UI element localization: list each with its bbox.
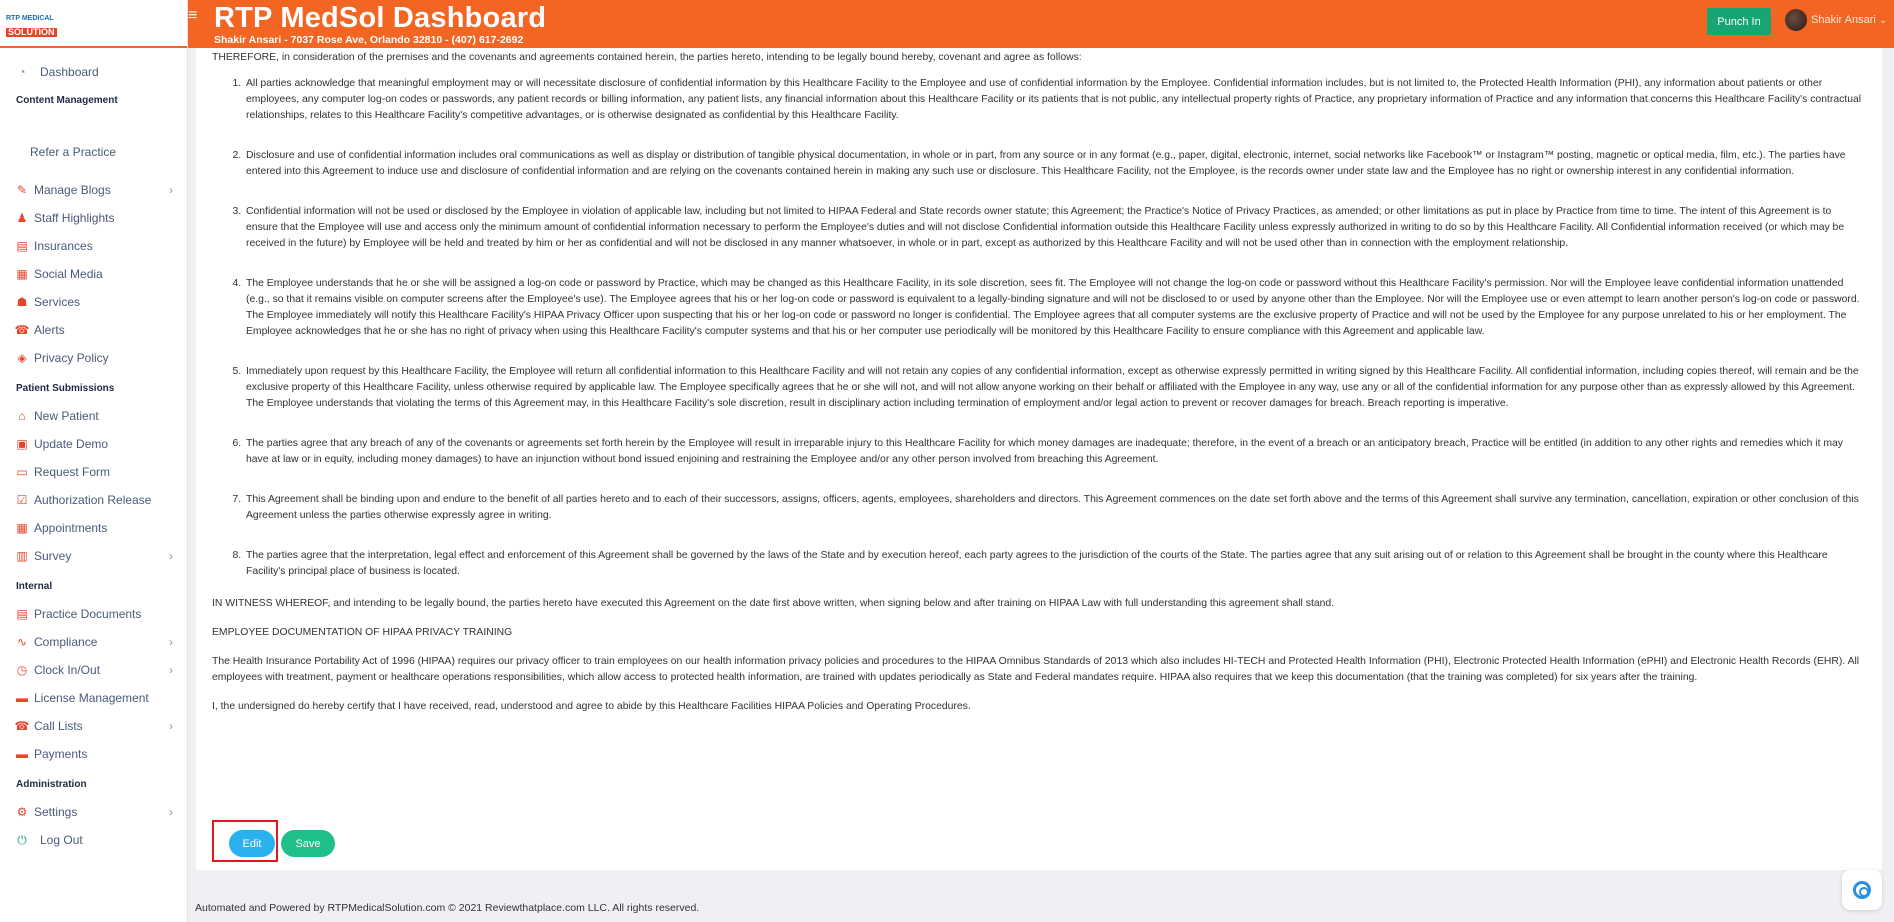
footer-text: Automated and Powered by RTPMedicalSolution.com © 2021 Reviewthatplace.com LLC. All rights reserved. [195,902,700,914]
agreement-clause: 4. The Employee understands that he or she will be assigned a log-on code or password by Practice, which may be changed as this Healthcare Facility, in its sole discretion, sees fit. The Employee will not change the log-on code or password without this Healthcare Facility's permission. Nor will the Employee leave confidential information unattended (e.g., so that it remains visible on computer screens after the Employee's use). The Employee agrees that his or her log-on code or password is equivalent to a legally-binding signature and will not be disclosed to or used by anyone other than the Employee. Nor will the Employee use or even attempt to learn another person's log-on code or password. The Employee immediately will notify this Healthcare Facility's HIPAA Privacy Officer upon suspecting that his or her log-on code or password no longer is confidential. The Employee agrees that all computer systems are the exclusive property of Practice and will not be used by the Employee for any purpose unrelated to his or her employment. The Employee acknowledges that he or she has no right of privacy when using this Healthcare Facility's computer systems and that his or her computer use periodically will be monitored by this Healthcare Facility to ensure compliance with this Agreement and applicable law. [244,276,1862,340]
sidebar-item-label: Social Media [34,267,103,281]
sidebar-item-label: Request Form [34,465,111,479]
internal-group [0,600,187,768]
clock-icon: ◷ [16,663,28,677]
sidebar-item-label: New Patient [34,409,99,423]
sidebar-item-call-lists[interactable] [0,712,187,740]
license-icon: ▬ [16,691,28,705]
main-content [196,48,1882,870]
agreement-clause: 2. Disclosure and use of confidential information includes oral communications as well as display or distribution of tangible physical documentation, in whole or in part, from any source or in any format (e.g., paper, digital, electronic, internet, social networks like Facebook™ or Instagram™ posting, magnetic or optical media, film, etc.). The parties have entered into this Agreement to induce use and disclosure of confidential information and are relying on the covenants contained herein in making any such use or disclosure. This Healthcare Facility, not the Employee, is the records owner under state law and the Employee has no right or ownership interest in any confidential information. [244,148,1862,180]
sidebar-item-new-patient[interactable] [0,402,187,430]
sidebar-item-survey[interactable] [0,542,187,570]
shield-icon: ◈ [17,351,27,365]
logo-area[interactable] [0,0,187,48]
sidebar-item-services[interactable] [0,288,187,316]
blog-icon: ✎ [16,183,28,197]
sidebar-item-label: Staff Highlights [34,211,115,225]
sidebar-item-settings[interactable] [0,798,187,826]
app-title: RTP MedSol Dashboard [214,2,547,34]
logo-line2: SOLUTION [8,27,55,37]
sidebar-item-manage-blogs[interactable] [0,176,187,204]
sidebar-item-label: Survey [34,549,72,563]
sidebar-item-appointments[interactable] [0,514,187,542]
menu-toggle-icon[interactable]: ≡ [188,7,198,24]
sidebar-item-privacy-policy[interactable] [0,344,187,372]
help-button[interactable] [1842,870,1882,910]
company-logo [6,15,64,37]
sidebar-item-label: Authorization Release [34,493,152,507]
home-icon: ⌂ [18,409,26,423]
agreement-clause: 3. Confidential information will not be used or disclosed by the Employee in violation of applicable law, including but not limited to HIPAA Federal and State records owner statute; this Agreement; the Practice's Notice of Privacy Practices, as amended; or other limitations as put in place by Practice from time to time. The intent of this Agreement is to ensure that the Employee will use and access only the minimum amount of confidential information necessary to perform the Employee's duties and will not disclose Confidential information outside this Healthcare Facility unless expressly authorized in writing to do so by this Healthcare Facility. All Confidential information received (or which may be received in the future) by Employee will be held and treated by him or her as confidential and will not be disclosed in any manner whatsoever, in whole or in part, except as authorized by this Healthcare Facility and will not be used other than in connection with the employment relationship. [244,204,1862,252]
poll-icon: ▥ [16,549,28,563]
sidebar-item-authorization-release[interactable] [0,486,187,514]
sidebar [0,0,188,922]
edit-button[interactable]: Edit [229,830,275,857]
punch-in-button[interactable]: Punch In [1707,8,1771,35]
content-management-group [0,176,187,372]
chevron-right-icon: › [169,805,173,819]
avatar [1785,9,1807,31]
administration-group [0,798,187,854]
signature-icon: ∿ [16,635,28,649]
sidebar-item-label: Services [34,295,81,309]
chevron-right-icon: › [169,183,173,197]
sidebar-item-label: Refer a Practice [30,145,117,159]
user-name: Shakir Ansari [1811,14,1876,26]
agreement-clause: 1. All parties acknowledge that meaningful employment may or will necessitate disclosure of confidential information by this Healthcare Facility to the Employee and use of confidential information by the Employee. Confidential information includes, but is not limited to, the Protected Health Information (PHI), any information about patients or other employees, any computer log-on codes or passwords, any patient records or billing information, any patient lists, any financial information about this Healthcare Facility or its patients that is not public, any intellectual property rights of Practice, any proprietary information of Practice and any information that concerns this Healthcare Facility's contractual relationships, relates to this Healthcare Facility's competitive advantages, or is otherwise designated as confidential by this Healthcare Facility. [244,76,1862,124]
chevron-right-icon: › [169,549,173,563]
calendar-icon: ▦ [16,521,28,535]
sidebar-item-practice-documents[interactable] [0,600,187,628]
gauge-icon: ◔ [18,65,26,79]
sidebar-item-label: License Management [34,691,149,705]
agreement-clause: 5. Immediately upon request by this Healthcare Facility, the Employee will return all confidential information to this Healthcare Facility and will not retain any copies of any confidential information, except as otherwise expressly permitted in writing signed by this Healthcare Facility. All confidential information, including copies thereof, will remain and be the exclusive property of this Healthcare Facility, unless otherwise required by applicable law. The Employee specifically agrees that he or she will not, and will not allow anyone working on their behalf or affiliated with the Employee in any way, use any or all of the confidential information for any purpose other than as expressly allowed by this Agreement. The Employee understands that violating the terms of this Agreement may, in this Healthcare Facility's sole discretion, result in disciplinary action including termination of employment and/or legal action to prevent or recover damages for breach. Breach reporting is imperative. [244,364,1862,412]
sidebar-item-staff-highlights[interactable] [0,204,187,232]
user-menu[interactable] [1785,9,1887,31]
sidebar-item-label: Clock In/Out [34,663,101,677]
sidebar-item-label: Alerts [34,323,65,337]
chevron-down-icon: ⌄ [1878,14,1888,26]
chevron-right-icon: › [169,663,173,677]
sidebar-item-label: Privacy Policy [34,351,109,365]
money-icon: ▬ [16,747,28,761]
sidebar-item-dashboard[interactable] [0,58,187,86]
id-card-icon: ▣ [16,437,28,451]
clipboard-check-icon: ☑ [16,493,28,507]
phone-icon: ☎ [14,719,30,733]
sidebar-item-label: Appointments [34,521,108,535]
sidebar-item-license-management[interactable] [0,684,187,712]
logo-line1: RTP MEDICAL [6,15,54,22]
agreement-document [212,50,1862,715]
sidebar-item-clock-in-out[interactable] [0,656,187,684]
sidebar-item-label: Call Lists [34,719,83,733]
sidebar-item-payments[interactable] [0,740,187,768]
sidebar-item-update-demo[interactable] [0,430,187,458]
chevron-right-icon: › [169,719,173,733]
agreement-clauses [212,76,1862,580]
sidebar-item-compliance[interactable] [0,628,187,656]
power-icon: ⏻ [17,832,27,847]
clipboard-icon: ▤ [16,607,28,621]
sidebar-item-label: Log Out [40,833,83,847]
sidebar-nav [0,48,187,854]
phone-icon: ☎ [14,323,30,337]
sidebar-item-label: Compliance [34,635,98,649]
sidebar-item-label: Settings [34,805,78,819]
file-icon: ▭ [16,465,28,479]
agreement-clause: 7. This Agreement shall be binding upon and endure to the benefit of all parties hereto and to each of their successors, assigns, officers, agents, employees, shareholders and directors. This Agreement commences on the date set forth above and the terms of this Agreement shall survive any termination, cancellation, expiration or other conclusion of this Agreement unless the parties otherwise expressly agree in writing. [244,492,1862,524]
staff-icon: ♟ [16,211,28,225]
cogs-icon: ⚙ [16,805,28,819]
sidebar-item-label: Insurances [34,239,93,253]
sidebar-item-label: Manage Blogs [34,183,111,197]
witness-paragraph: IN WITNESS WHEREOF, and intending to be legally bound, the parties hereto have executed this Agreement on the date first above written, when signing below and after training on HIPAA Law with full understanding this agreement shall stand. [212,598,1335,609]
section-administration: Administration [16,778,87,790]
training-text: The Health Insurance Portability Act of 1996 (HIPAA) requires our privacy officer to train employees on our health information privacy policies and procedures to the HIPAA Omnibus Standards of 2013 which also includes HI-TECH and Protected Health Information (PHI), Electronic Protected Health Information (ePHI) and Electronic Health Records (EHR). All employees with treatment, payment or healthcare operations responsibilities, which allow access to protected health information, are trained with updates periodically as State and Federal mandates require. HIPAA also requires that we keep this documentation (that the training was completed) for six years after the training. [212,656,1860,683]
sidebar-item-label: Practice Documents [34,607,142,621]
section-internal: Internal [16,580,53,592]
lifebuoy-icon [1853,881,1871,899]
top-header [188,0,1894,48]
training-heading: EMPLOYEE DOCUMENTATION OF HIPAA PRIVACY TRAINING [212,627,513,638]
save-button[interactable]: Save [281,830,335,857]
sidebar-item-alerts[interactable] [0,316,187,344]
insurance-icon: ▤ [16,239,28,253]
sidebar-item-label: Dashboard [40,65,99,79]
sidebar-item-social-media[interactable] [0,260,187,288]
agreement-clause: 8. The parties agree that the interpretation, legal effect and enforcement of this Agreement shall be governed by the laws of the State and by execution hereof, each party agrees to the jurisdiction of the courts of the State. The parties agree that any suit arising out of or relation to this Agreement shall be brought in the county where this Healthcare Facility's principal place of business is located. [244,548,1862,580]
sidebar-item-label: Update Demo [34,437,109,451]
patient-submissions-group [0,402,187,570]
app-subtitle: Shakir Ansari - 7037 Rose Ave, Orlando 32810 - (407) 617-2692 [214,34,524,46]
sidebar-item-insurances[interactable] [0,232,187,260]
sidebar-item-log-out[interactable] [0,826,187,854]
services-icon: ☗ [16,295,28,309]
chevron-right-icon: › [169,635,173,649]
sidebar-item-refer-practice[interactable] [0,138,187,166]
social-media-icon: ▦ [16,267,28,281]
certify-text: I, the undersigned do hereby certify that I have received, read, understood and agree to abide by this Healthcare Facilities HIPAA Policies and Operating Procedures. [212,701,971,712]
agreement-clause: 6. The parties agree that any breach of any of the covenants or agreements set forth herein by the Employee will result in irreparable injury to this Healthcare Facility for which money damages are inadequate; therefore, in the event of a breach or an anticipatory breach, Practice will be entitled (in addition to any other rights and remedies which it may have at law or in equity, including money damages) to have an injunction without bond issued enjoining and restraining the Employee and/or any other person involved from breaching this Agreement. [244,436,1862,468]
section-patient-submissions: Patient Submissions [16,382,115,394]
section-content-management: Content Management [16,94,118,106]
sidebar-item-request-form[interactable] [0,458,187,486]
sidebar-item-label: Payments [34,747,88,761]
agreement-intro: THEREFORE, in consideration of the premises and the covenants and agreements contained herein, the parties hereto, intending to be legally bound hereby, covenant and agree as follows: [212,52,1082,63]
